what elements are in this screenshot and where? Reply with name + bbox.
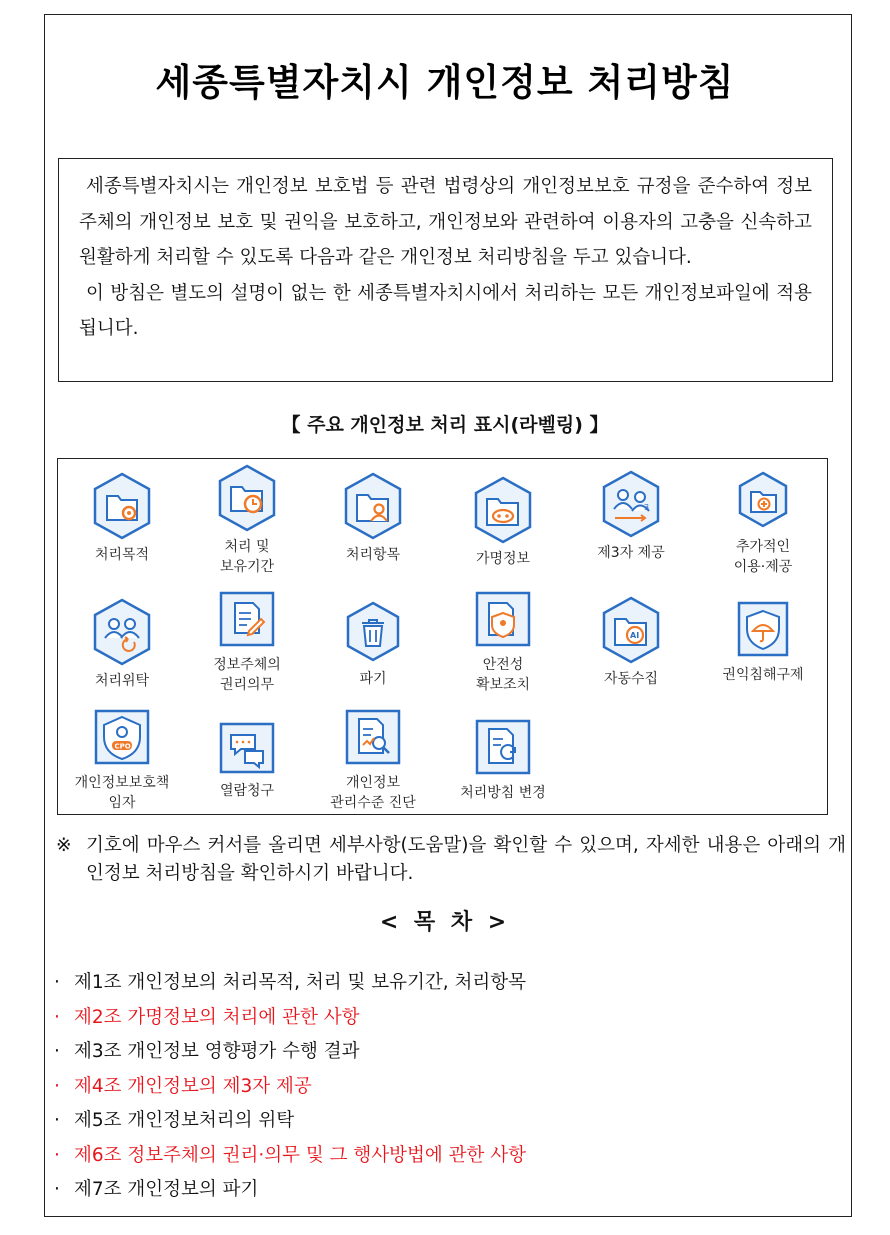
label-third-party-provision[interactable]: [567, 469, 695, 563]
label-line2: 이용·제공: [733, 559, 793, 575]
toc-bullet: ·: [54, 1075, 60, 1097]
label-line2: 확보조치: [475, 677, 531, 693]
label-outsourcing[interactable]: [58, 597, 186, 691]
chat-bubble-icon: [215, 721, 279, 777]
toc-item-text: 제6조 정보주체의 권리·의무 및 그 행사방법에 관한 사항: [74, 1144, 526, 1166]
label-processing-items[interactable]: [309, 471, 437, 565]
toc-item-text: 제7조 개인정보의 파기: [74, 1179, 259, 1200]
label-auto-collection[interactable]: [567, 595, 695, 689]
folder-ai-icon: [599, 595, 663, 665]
label-management-diagnosis[interactable]: [309, 707, 437, 813]
label-additional-use[interactable]: [699, 467, 827, 577]
label-line1: 정보주체의: [213, 657, 281, 673]
people-transfer-icon: [599, 469, 663, 539]
label-line2: 권리의무: [219, 677, 275, 693]
label-line1: 파기: [359, 671, 387, 687]
label-line1: 처리위탁: [94, 673, 150, 689]
toc-bullet: ·: [54, 1041, 60, 1062]
help-note: [56, 832, 846, 888]
intro-box: [58, 158, 833, 382]
labeling-title: 【 주요 개인정보 처리 표시(라벨링) 】: [281, 414, 609, 436]
shield-lock-icon: [471, 589, 535, 651]
label-access-request[interactable]: [183, 721, 311, 801]
label-line2: 관리수준 진단: [330, 795, 416, 811]
label-line1: 처리방침 변경: [460, 785, 546, 801]
label-line1: 권익침해구제: [722, 667, 804, 683]
toc-bullet: ·: [54, 1006, 60, 1028]
toc-item-article-2[interactable]: [54, 1001, 834, 1036]
label-processing-purpose[interactable]: [58, 471, 186, 565]
toc-item-article-4[interactable]: [54, 1070, 834, 1105]
label-line2: 임자: [108, 795, 136, 811]
label-line1: 자동수집: [603, 671, 659, 687]
label-safety-measures[interactable]: [439, 589, 567, 695]
folder-person-icon: [341, 471, 405, 541]
label-pseudonymized-info[interactable]: [439, 475, 567, 569]
people-return-icon: [90, 597, 154, 667]
toc-item-article-7[interactable]: [54, 1173, 834, 1208]
toc-item-text: 제4조 개인정보의 제3자 제공: [74, 1075, 312, 1097]
label-line2: 보유기간: [219, 559, 275, 575]
label-line1: 처리 및: [224, 539, 270, 555]
toc-bullet: ·: [54, 1110, 60, 1131]
toc-item-article-5[interactable]: [54, 1104, 834, 1139]
label-policy-change[interactable]: [439, 717, 567, 803]
document-pen-icon: [215, 589, 279, 651]
label-destruction[interactable]: [309, 599, 437, 689]
trash-icon: [341, 599, 405, 665]
note-text: 기호에 마우스 커서를 올리면 세부사항(도움말)을 확인할 수 있으며, 자세한 내용은 아래의 개인정보 처리방침을 확인하시기 바랍니다.: [86, 835, 846, 884]
label-line1: 가명정보: [475, 551, 531, 567]
label-retention-period[interactable]: [183, 463, 311, 577]
svg-text:AI: AI: [630, 631, 640, 640]
labeling-icon-grid: [57, 458, 828, 815]
folder-plus-icon: [731, 467, 795, 533]
toc-bullet: ·: [54, 1144, 60, 1166]
folder-mask-icon: [471, 475, 535, 545]
toc-item-text: 제1조 개인정보의 처리목적, 처리 및 보유기간, 처리항목: [74, 972, 526, 993]
document-search-icon: [341, 707, 405, 769]
label-data-subject-rights[interactable]: [183, 589, 311, 695]
toc-bullet: ·: [54, 972, 60, 993]
label-cpo[interactable]: [58, 707, 186, 813]
folder-clock-icon: [215, 463, 279, 533]
cpo-badge-icon: [90, 707, 154, 769]
toc-bullet: ·: [54, 1179, 60, 1200]
label-remedy[interactable]: [699, 599, 827, 685]
page-title: 세종특별자치시 개인정보 처리방침: [155, 61, 735, 104]
toc-item-article-1[interactable]: [54, 966, 834, 1001]
folder-gear-icon: [90, 471, 154, 541]
label-line1: 개인정보보호책: [74, 775, 170, 791]
note-mark: ※: [56, 835, 72, 856]
label-line1: 제3자 제공: [597, 545, 665, 561]
toc-item-text: 제5조 개인정보처리의 위탁: [74, 1110, 295, 1131]
shield-umbrella-icon: [731, 599, 795, 661]
toc-item-text: 제3조 개인정보 영향평가 수행 결과: [74, 1041, 360, 1062]
intro-paragraph-1: 세종특별자치시는 개인정보 보호법 등 관련 법령상의 개인정보보호 규정을 준수하여 정보주체의 개인정보 보호 및 권익을 보호하고, 개인정보와 관련하여 이용자의 고충을 신속하고 원활하게 처리할 수 있도록 다음과 같은 개인정보 처리방침을 두고 있습니다.: [79, 176, 812, 268]
toc-item-article-3[interactable]: [54, 1035, 834, 1070]
label-line1: 개인정보: [345, 775, 401, 791]
svg-text:CPO: CPO: [114, 742, 131, 751]
svg-text:3: 3: [644, 503, 650, 512]
table-of-contents: [54, 966, 834, 1208]
intro-paragraph-2: 이 방침은 별도의 설명이 없는 한 세종특별자치시에서 처리하는 모든 개인정보파일에 적용됩니다.: [79, 282, 812, 339]
toc-item-article-6[interactable]: [54, 1139, 834, 1174]
toc-item-text: 제2조 가명정보의 처리에 관한 사항: [74, 1006, 360, 1028]
label-line1: 열람청구: [219, 783, 275, 799]
label-line1: 처리목적: [94, 547, 150, 563]
toc-title: < 목 차 >: [379, 910, 511, 935]
label-line1: 안전성: [482, 657, 524, 673]
document-refresh-icon: [471, 717, 535, 779]
label-line1: 처리항목: [345, 547, 401, 563]
label-line1: 추가적인: [735, 539, 791, 555]
